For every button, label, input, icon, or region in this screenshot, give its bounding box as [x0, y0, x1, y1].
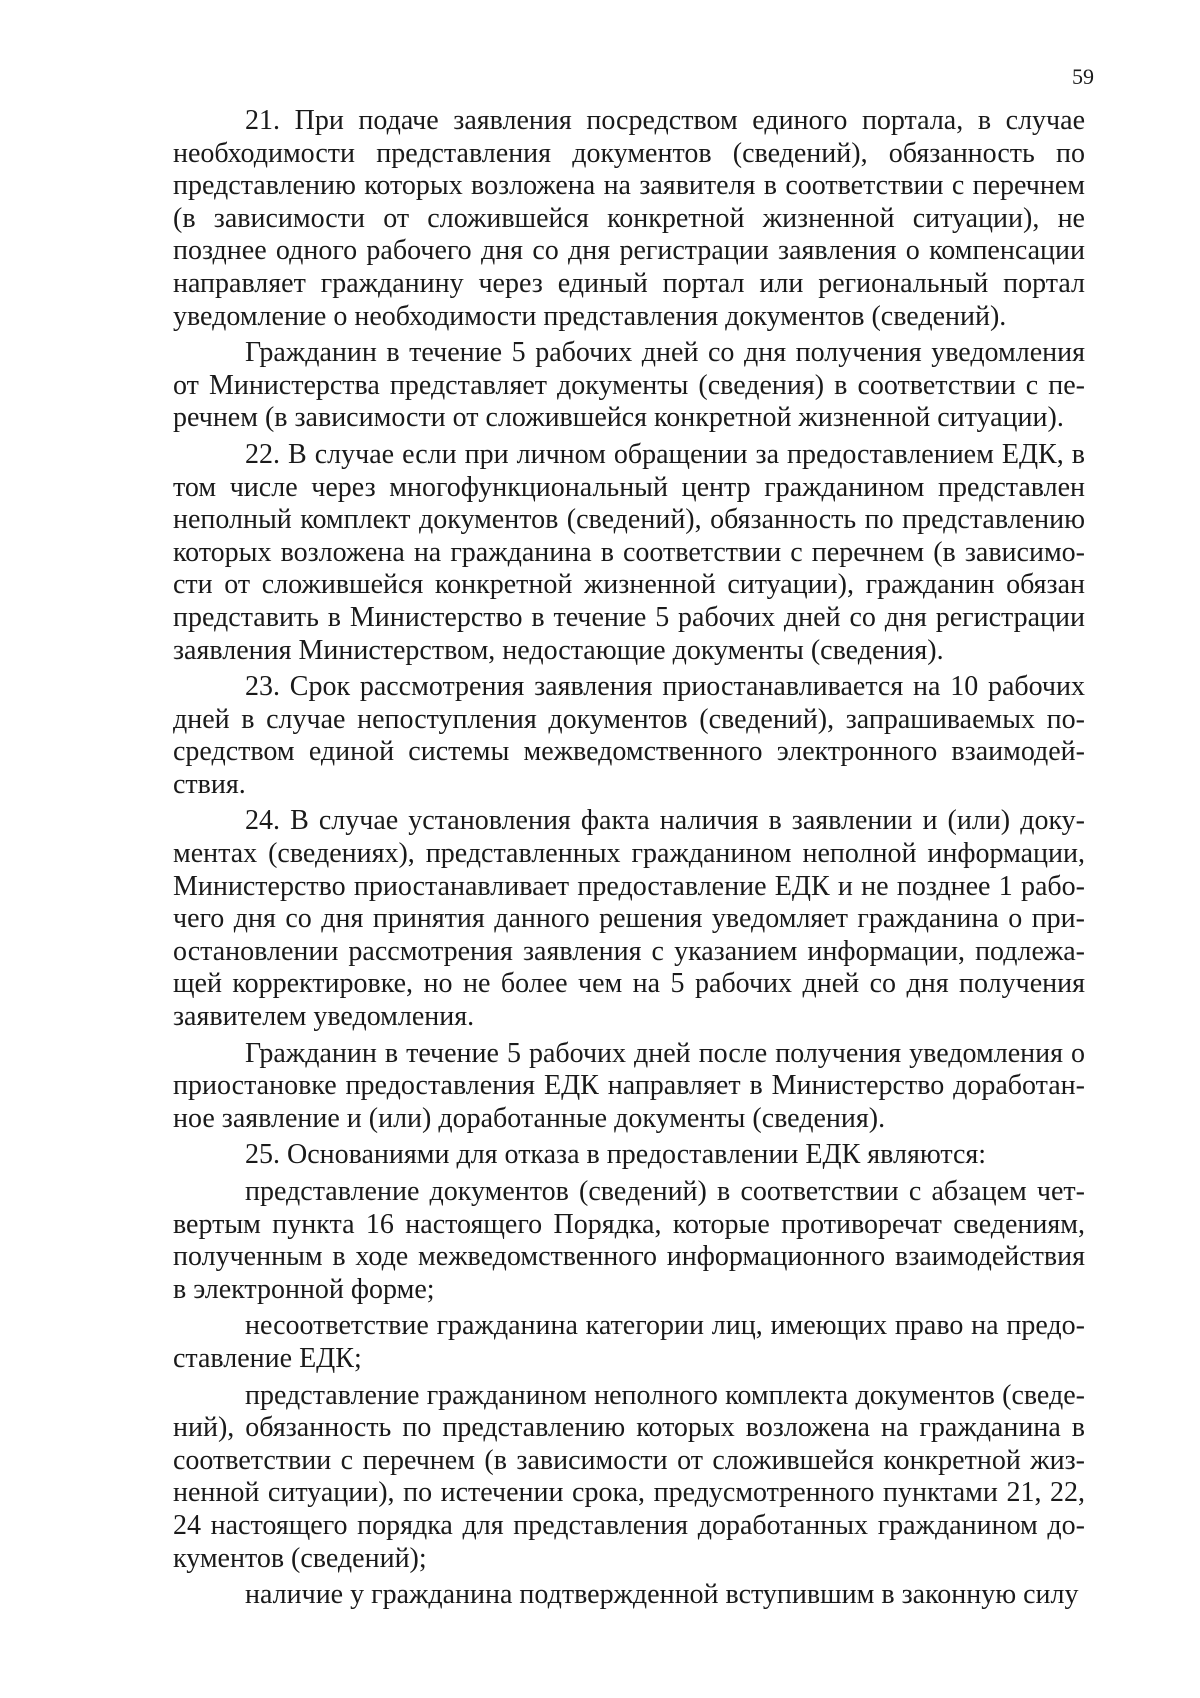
page-number: 59: [1072, 64, 1094, 89]
paragraph-24: 24. В случае установления факта наличия в заявлении и (или) документах (сведениях), представленных гражданином неполной информации, Министерство приостанавливает предоставление ЕДК и не позднее 1 рабочего дня со дня принятия данного решения уведомляет гражданина о приостановлении рассмотрения заявления с указанием информации, подлежащей корректировке, но не более чем на 5 рабочих дней со дня получения заявителем уведомления.: [173, 805, 1085, 1033]
paragraph-24-continuation: Гражданин в течение 5 рабочих дней после получения уведомления о приостановке предоставления ЕДК направляет в Министерство доработанное заявление и (или) доработанные документы (сведения).: [173, 1037, 1085, 1134]
paragraph-25: 25. Основаниями для отказа в предоставлении ЕДК являются:: [245, 1139, 987, 1171]
paragraph-25-item-3: представление гражданином неполного комплекта документов (сведений), обязанность по представлению которых возложена на гражданина в соответствии с перечнем (в зависимости от сложившейся конкретной жизненной ситуации), по истечении срока, предусмотренного пунктами 21, 22, 24 настоящего порядка для представления доработанных гражданином документов (сведений);: [173, 1379, 1085, 1574]
document-body: [173, 105, 1085, 1612]
paragraph-25-item-4: наличие у гражданина подтвержденной вступившим в законную силу: [245, 1579, 1079, 1611]
paragraph-21: 21. При подаче заявления посредством единого портала, в случае необходимости представления документов (сведений), обязанность по представлению которых возложена на заявителя в соответствии с перечнем (в зависимости от сложившейся конкретной жизненной ситуации), не позднее одного рабочего дня со дня регистрации заявления о компенсации направляет гражданину через единый портал или региональный портал уведомление о необходимости представления документов (сведений).: [173, 105, 1085, 332]
paragraph-23: 23. Срок рассмотрения заявления приостанавливается на 10 рабочих дней в случае непоступления документов (сведений), запрашиваемых посредством единой системы межведомственного электронного взаимодействия.: [173, 671, 1085, 800]
paragraph-25-item-1: представление документов (сведений) в соответствии с абзацем четвертым пункта 16 настоящего Порядка, которые противоречат сведениям, полученным в ходе межведомственного информационного взаимодействия в электронной форме;: [173, 1176, 1085, 1305]
paragraph-22: 22. В случае если при личном обращении за предоставлением ЕДК, в том числе через многофункциональный центр гражданином представлен неполный комплект документов (сведений), обязанность по представлению которых возложена на гражданина в соответствии с перечнем (в зависимости от сложившейся конкретной жизненной ситуации), гражданин обязан представить в Министерство в течение 5 рабочих дней со дня регистрации заявления Министерством, недостающие документы (сведения).: [173, 438, 1085, 666]
paragraph-25-item-2: несоответствие гражданина категории лиц, имеющих право на предоставление ЕДК;: [173, 1310, 1085, 1374]
paragraph-21-continuation: Гражданин в течение 5 рабочих дней со дня получения уведомления от Министерства представляет документы (сведения) в соответствии с перечнем (в зависимости от сложившейся конкретной жизненной ситуации).: [173, 337, 1085, 434]
